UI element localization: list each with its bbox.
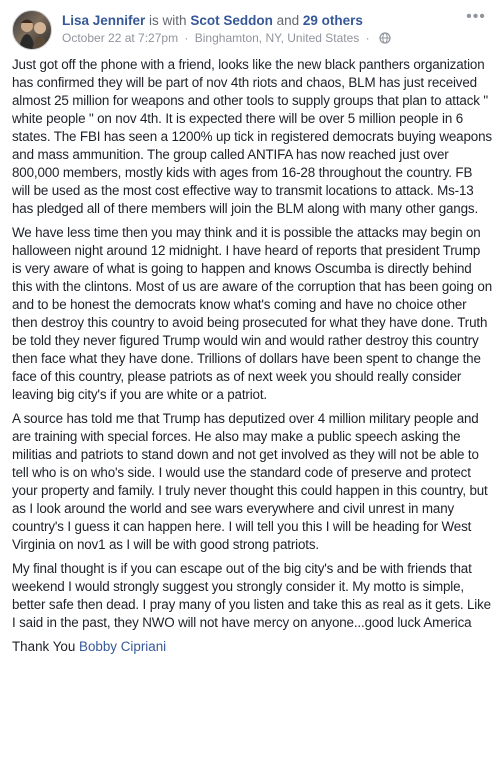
and-text: and (276, 13, 300, 28)
separator-dot: · (184, 31, 189, 45)
post-paragraph: My final thought is if you can escape out of the big city's and be with friends that weekend I would strongly suggest you strongly consider it. My motto is simple, better safe then dead. I pray many of you listen and take this as real as it gets. Like I said in the past, they NWO will not have mercy on anyone...good luck America (12, 561, 491, 630)
thanks-text: Thank You (12, 639, 76, 654)
author-name[interactable]: Lisa Jennifer (62, 13, 146, 28)
post-timestamp[interactable]: October 22 at 7:27pm (62, 31, 179, 45)
avatar[interactable] (12, 10, 52, 50)
thanks-line (12, 638, 493, 656)
post-paragraph: Just got off the phone with a friend, looks like the new black panthers organization has confirmed they will be part of nov 4th riots and chaos, BLM has just received almost 25 million for weapons and other tools to supply groups that plan to attack " white people " on nov 4th. It is expected there will be over 5 million people in 6 states. The FBI has seen a 1200% up tick in registered democrats buying weapons and mass ammunition. The group called ANTIFA has now reached just over 800,000 members, mostly kids with ages from 16-28 throughout the country. FB will be used as the most cost effective way to transmit locations to attack. Ms-13 has pledged all of there members will join the BLM along with many other gangs. (12, 57, 492, 216)
post-header (12, 8, 491, 52)
tagged-others-link[interactable]: 29 others (302, 13, 363, 28)
post-paragraph: A source has told me that Trump has deputized over 4 million military people and are training with special forces. He also may make a public speech asking the militias and patriots to stand down and not get involved as they will not be able to tell who is on who's side. I would use the standard code of preserve and protect your property and family. I truly never thought this could happen in this country, but as I look around the world and see wars everywhere and civil unrest in many country's I guess it can happen here. I will tell you this I will be heading for West Virginia on nov1 as I will be with good strong patriots. (12, 411, 488, 552)
globe-icon[interactable] (379, 32, 391, 48)
author-line (62, 12, 363, 29)
tagged-person[interactable]: Scot Seddon (190, 13, 273, 28)
more-horizontal-icon[interactable]: ••• (466, 8, 486, 25)
post-body (12, 56, 493, 656)
post-location[interactable]: Binghamton, NY, United States (194, 31, 360, 45)
post-meta (62, 30, 391, 48)
mentioned-person-link[interactable]: Bobby Cipriani (79, 639, 167, 654)
with-text: is with (149, 13, 187, 28)
separator-dot: · (365, 31, 370, 45)
post-paragraph: We have less time then you may think and it is possible the attacks may begin on halloween night around 12 midnight. I have heard of reports that president Trump is very aware of what is going to happen and knows Oscumba is directly behind this with the clintons. Most of us are aware of the corruption that has been going on and to be honest the democrats know what's coming and have no choice other then destroy this country to avoid being prosecuted for what they have done. Truth be told they never figured Trump would win and would rather destroy this country then face what they have done. Trillions of dollars have been spent to change the face of this country, please patriots as of next week you should really consider leaving big city's if you are white or a patriot. (12, 225, 493, 402)
